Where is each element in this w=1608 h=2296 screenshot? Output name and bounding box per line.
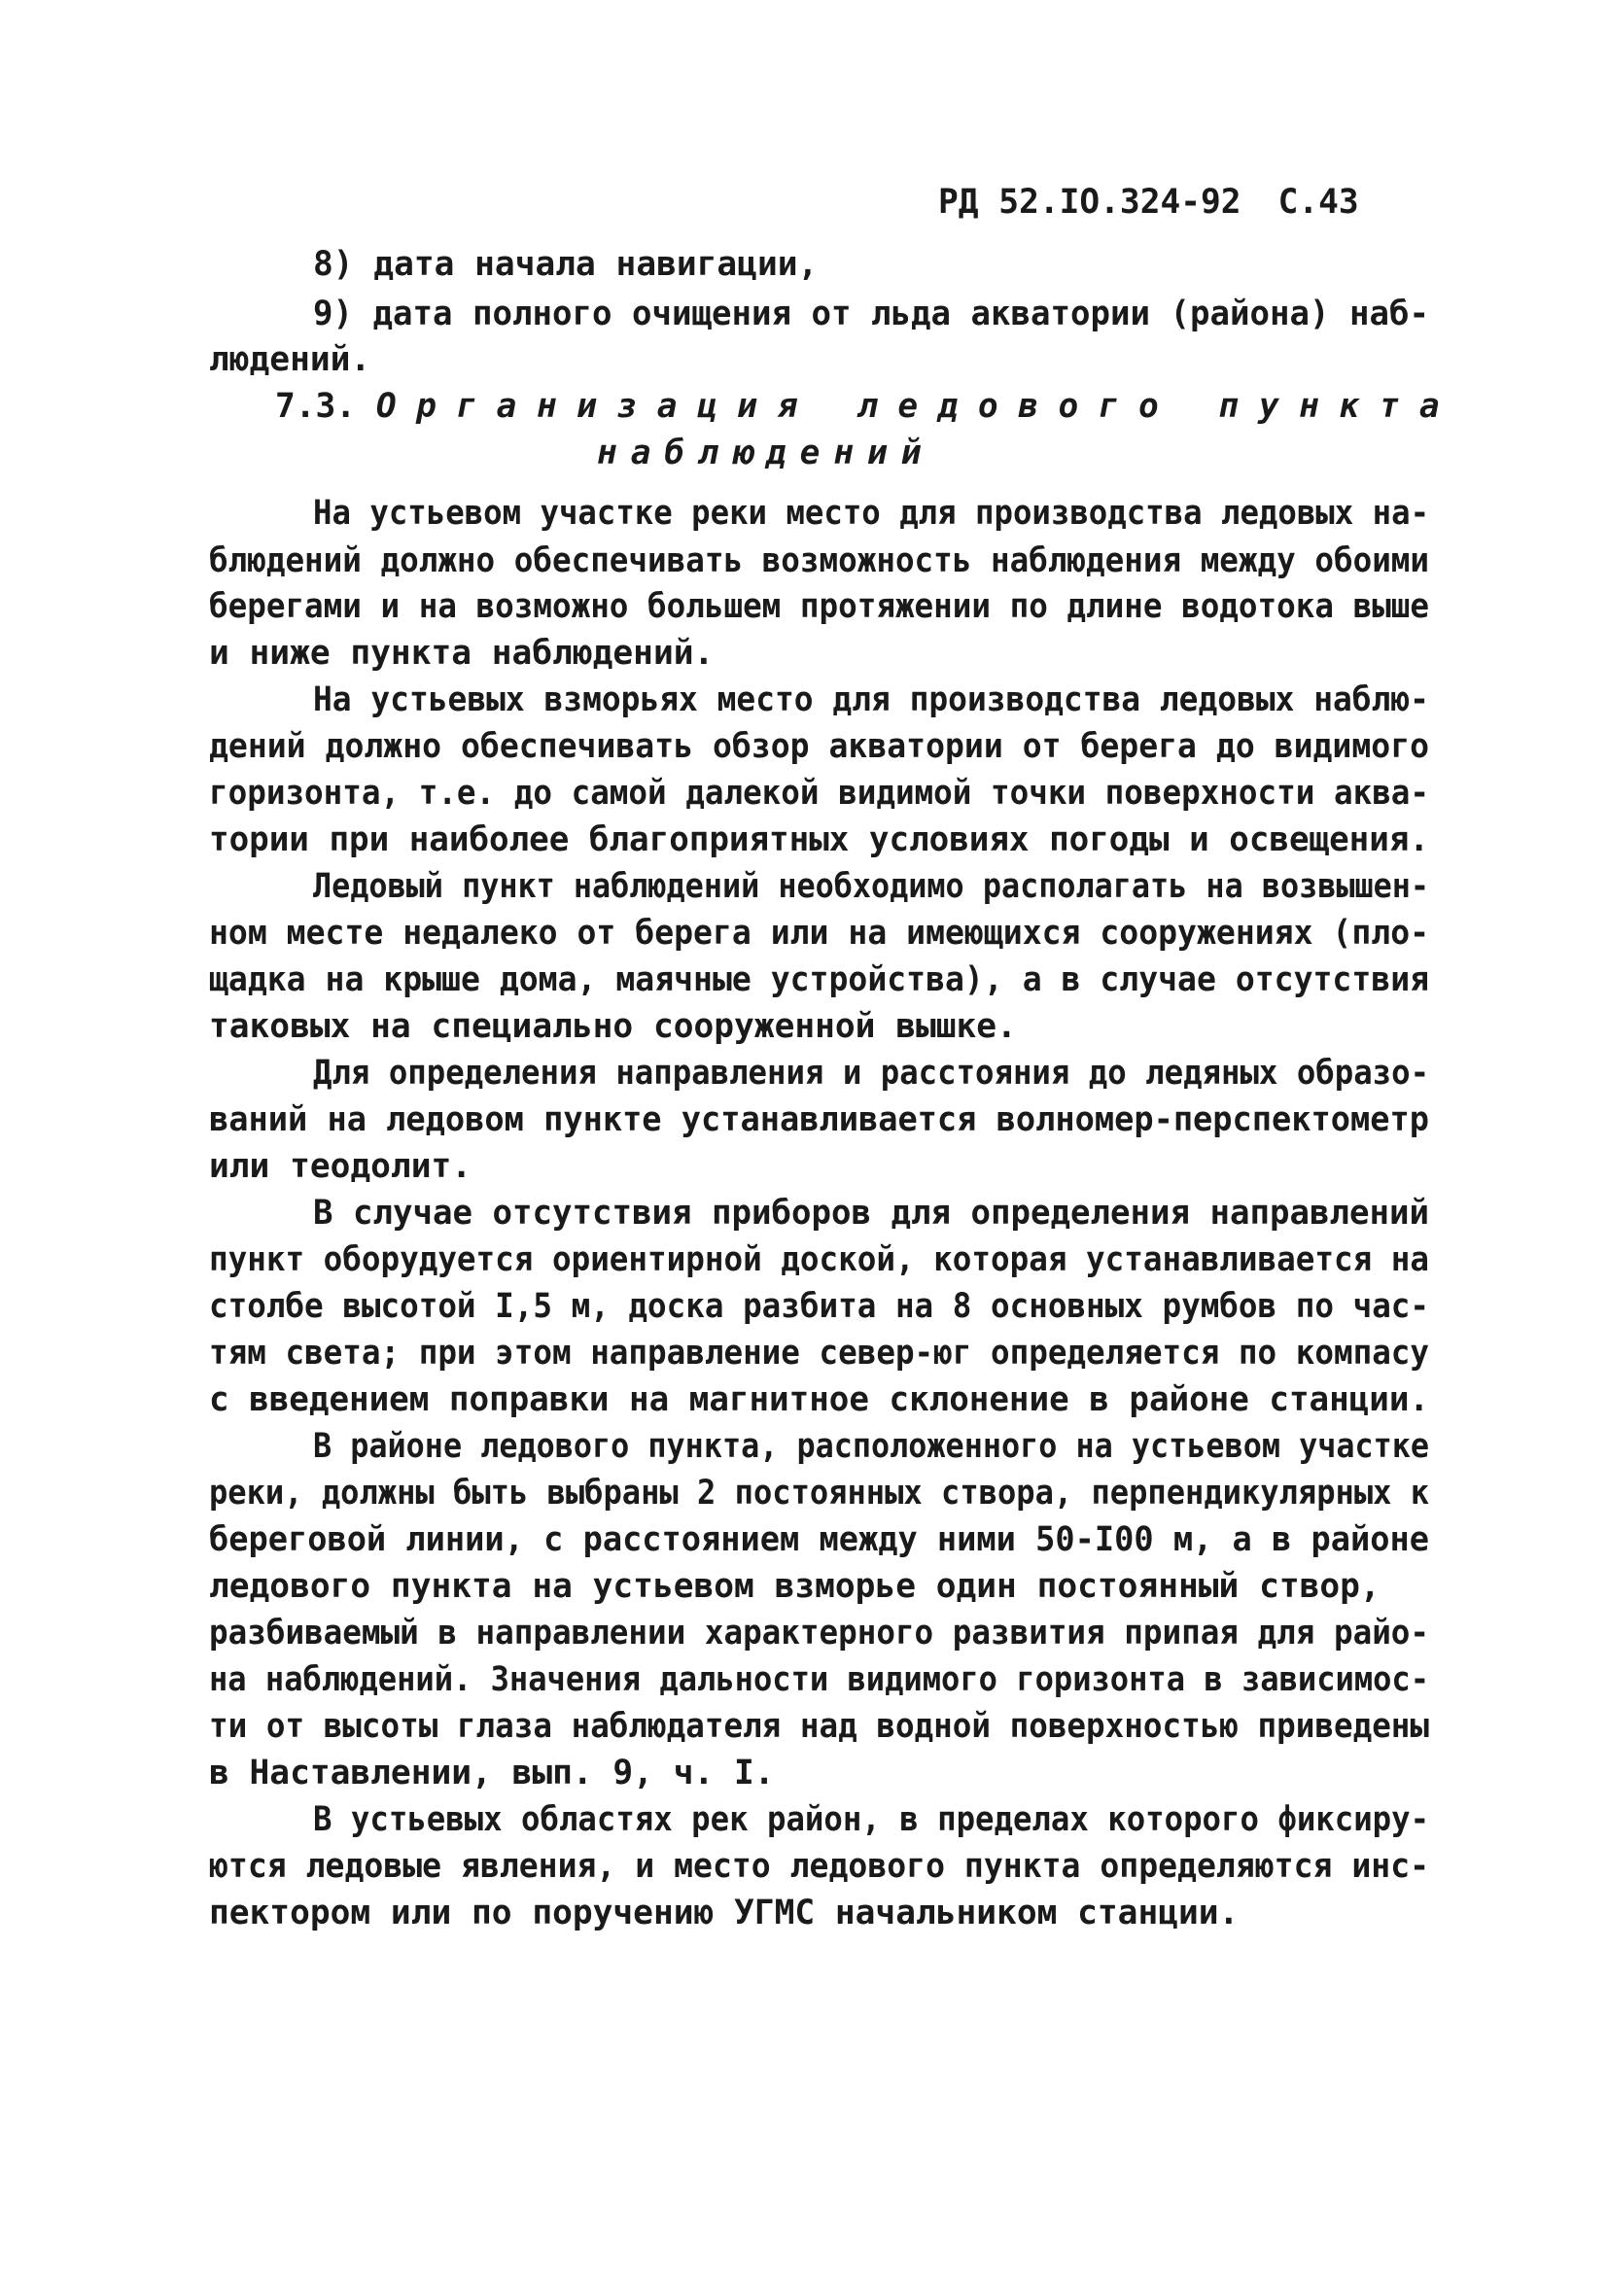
text-line: Для определения направления и расстояния до ледяных образо- <box>313 1054 1430 1093</box>
text-line: или теодолит. <box>209 1147 472 1186</box>
text-line: в Наставлении, вып. 9, ч. I. <box>209 1754 775 1792</box>
text-line: дений должно обеспечивать обзор акватории от берега до видимого <box>209 727 1430 766</box>
text-line: На устьевых взморьях место для производства ледовых наблю- <box>313 680 1429 719</box>
page-number: С.43 <box>1277 183 1359 222</box>
text-line: с введением поправки на магнитное склонение в районе станции. <box>209 1380 1429 1419</box>
text-line: берегами и на возможно большем протяжении по длине водотока выше <box>209 587 1430 626</box>
section-number: 7.3. <box>275 387 357 426</box>
text-line: таковых на специально сооруженной вышке. <box>209 1007 1017 1046</box>
text-line: ваний на ледовом пункте устанавливается волномер-перспектометр <box>209 1100 1429 1139</box>
text-line: горизонта, т.е. до самой далекой видимой точки поверхности аква- <box>209 774 1430 813</box>
text-line: и ниже пункта наблюдений. <box>209 634 715 673</box>
text-line: ледового пункта на устьевом взморье один постоянный створ, <box>209 1567 1381 1606</box>
list-item-8: 8) дата начала навигации, <box>313 245 819 284</box>
text-line: ном месте недалеко от берега или на имеющихся сооружениях (пло- <box>209 914 1430 953</box>
section-heading <box>275 387 1459 426</box>
page-header <box>938 183 1359 222</box>
text-line: реки, должны быть выбраны 2 постоянных створа, перпендикулярных к <box>209 1474 1430 1513</box>
text-line: пектором или по поручению УГМС начальником станции. <box>209 1894 1240 1932</box>
text-line: Ледовый пункт наблюдений необходимо располагать на возвышен- <box>313 867 1430 906</box>
text-line: блюдений должно обеспечивать возможность наблюдения между обоими <box>209 541 1430 580</box>
text-line: тям света; при этом направление север-юг определяется по компасу <box>209 1334 1430 1373</box>
text-line: ти от высоты глаза наблюдателя над водной поверхностью приведены <box>209 1707 1430 1746</box>
list-item-9-line-2: людений. <box>209 340 371 379</box>
section-title-line-1: Организация ледового пункта <box>375 387 1460 426</box>
text-line: В устьевых областях рек район, в пределах которого фиксиру- <box>313 1800 1430 1839</box>
document-code: РД 52.IO.324-92 <box>938 183 1241 222</box>
text-line: столбе высотой I,5 м, доска разбита на 8 основных румбов по час- <box>209 1287 1430 1326</box>
list-item-9-line-1: 9) дата полного очищения от льда акватории (района) наб- <box>313 295 1430 333</box>
section-title-line-2: наблюдений <box>597 434 935 472</box>
text-line: тории при наиболее благоприятных условиях погоды и освещения. <box>209 820 1429 859</box>
text-line: щадка на крыше дома, маячные устройства), а в случае отсутствия <box>209 960 1430 999</box>
text-line: В случае отсутствия приборов для определения направлений <box>313 1194 1430 1233</box>
text-line: ются ледовые явления, и место ледового пункта определяются инс- <box>209 1847 1430 1886</box>
text-line: на наблюдений. Значения дальности видимого горизонта в зависимос- <box>209 1660 1430 1699</box>
text-line: пункт оборудуется ориентирной доской, которая устанавливается на <box>209 1240 1430 1279</box>
text-line: береговой линии, с расстоянием между ними 50-I00 м, а в районе <box>209 1520 1429 1559</box>
text-line: разбиваемый в направлении характерного развития припая для райо- <box>209 1614 1430 1652</box>
text-line: В районе ледового пункта, расположенного на устьевом участке <box>313 1427 1430 1466</box>
text-line: На устьевом участке реки место для производства ледовых на- <box>313 494 1430 533</box>
